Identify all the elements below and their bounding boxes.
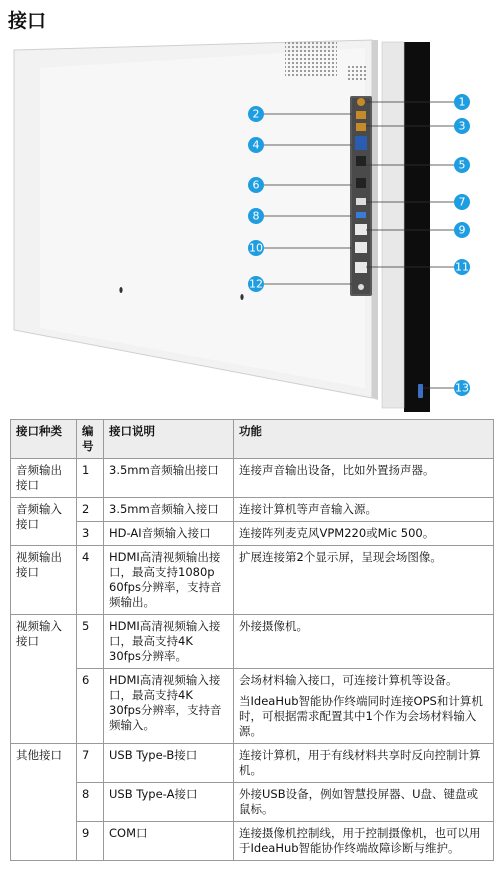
callout-9 xyxy=(454,222,470,238)
cell-number: 3 xyxy=(77,522,104,546)
cell-function xyxy=(234,669,494,744)
table-row xyxy=(11,669,494,744)
header-category: 接口种类 xyxy=(11,420,77,459)
cell-description: HDMI高清视频输出接口，最高支持1080p 60fps分辨率，支持音频输出。 xyxy=(104,546,234,615)
svg-text:2: 2 xyxy=(252,107,260,121)
table-row xyxy=(11,546,494,615)
cell-function: 连接计算机，用于有线材料共享时反向控制计算机。 xyxy=(234,744,494,783)
usb-side-port xyxy=(418,384,423,398)
device-rear-illustration xyxy=(0,38,500,418)
cell-function: 连接计算机等声音输入源。 xyxy=(234,498,494,522)
cell-description: 3.5mm音频输入接口 xyxy=(104,498,234,522)
cell-number: 1 xyxy=(77,459,104,498)
callout-10 xyxy=(248,240,264,256)
svg-text:11: 11 xyxy=(455,260,469,274)
cell-category: 音频输入接口 xyxy=(11,498,77,546)
cell-category: 视频输入接口 xyxy=(11,615,77,744)
cell-category: 音频输出接口 xyxy=(11,459,77,498)
svg-text:4: 4 xyxy=(252,138,260,152)
cell-function: 连接声音输出设备，比如外置扬声器。 xyxy=(234,459,494,498)
table-row xyxy=(11,615,494,669)
callout-4 xyxy=(248,137,264,153)
cell-number: 7 xyxy=(77,744,104,783)
svg-text:5: 5 xyxy=(458,158,466,172)
svg-text:13: 13 xyxy=(455,381,469,395)
svg-text:6: 6 xyxy=(252,178,260,192)
cell-function: 外接USB设备，例如智慧投屏器、U盘、键盘或鼠标。 xyxy=(234,783,494,822)
callout-12 xyxy=(248,276,264,292)
callout-1 xyxy=(454,94,470,110)
callout-8 xyxy=(248,208,264,224)
cell-description: USB Type-B接口 xyxy=(104,744,234,783)
table-row xyxy=(11,459,494,498)
header-description: 接口说明 xyxy=(104,420,234,459)
svg-text:10: 10 xyxy=(249,241,263,255)
svg-text:9: 9 xyxy=(458,223,466,237)
cell-description: COM口 xyxy=(104,822,234,861)
function-note: 当IdeaHub智能协作终端同时连接OPS和计算机时，可根据需求配置其中1个作为会场材料输入源。 xyxy=(239,694,483,738)
callout-6 xyxy=(248,177,264,193)
cell-number: 5 xyxy=(77,615,104,669)
cell-number: 8 xyxy=(77,783,104,822)
page-title: 接口 xyxy=(8,10,47,32)
svg-text:1: 1 xyxy=(458,95,466,109)
table-row xyxy=(11,498,494,522)
svg-text:3: 3 xyxy=(458,119,466,133)
cell-function: 连接摄像机控制线，用于控制摄像机，也可以用于IdeaHub智能协作终端故障诊断与维护。 xyxy=(234,822,494,861)
cell-number: 4 xyxy=(77,546,104,615)
cell-description: HDMI高清视频输入接口，最高支持4K 30fps分辨率，支持音频输入。 xyxy=(104,669,234,744)
screw-hole xyxy=(119,287,122,293)
callout-7 xyxy=(454,194,470,210)
callout-11 xyxy=(454,259,470,275)
table-row xyxy=(11,744,494,783)
cell-description: USB Type-A接口 xyxy=(104,783,234,822)
cell-function: 外接摄像机。 xyxy=(234,615,494,669)
table-row xyxy=(11,783,494,822)
cell-description: HD-AI音频输入接口 xyxy=(104,522,234,546)
table-row xyxy=(11,822,494,861)
function-text: 会场材料输入接口，可连接计算机等设备。 xyxy=(239,673,458,687)
callout-3 xyxy=(454,118,470,134)
svg-text:7: 7 xyxy=(458,195,466,209)
interface-spec-table xyxy=(10,419,494,861)
table-row xyxy=(11,522,494,546)
device-side-frame xyxy=(404,42,430,412)
header-number: 编号 xyxy=(77,420,104,459)
header-function: 功能 xyxy=(234,420,494,459)
callout-5 xyxy=(454,157,470,173)
cell-description: HDMI高清视频输入接口，最高支持4K 30fps分辨率。 xyxy=(104,615,234,669)
cell-function: 扩展连接第2个显示屏，呈现会场图像。 xyxy=(234,546,494,615)
callout-2 xyxy=(248,106,264,122)
cell-number: 9 xyxy=(77,822,104,861)
vent-grill xyxy=(285,42,337,76)
cell-description: 3.5mm音频输出接口 xyxy=(104,459,234,498)
screw-hole xyxy=(240,294,243,300)
svg-text:12: 12 xyxy=(249,277,263,291)
cell-function: 连接阵列麦克风VPM220或Mic 500。 xyxy=(234,522,494,546)
svg-text:8: 8 xyxy=(252,209,260,223)
cell-category: 其他接口 xyxy=(11,744,77,861)
cell-category: 视频输出接口 xyxy=(11,546,77,615)
table-header-row xyxy=(11,420,494,459)
cell-number: 2 xyxy=(77,498,104,522)
cell-number: 6 xyxy=(77,669,104,744)
callout-13 xyxy=(454,380,470,396)
